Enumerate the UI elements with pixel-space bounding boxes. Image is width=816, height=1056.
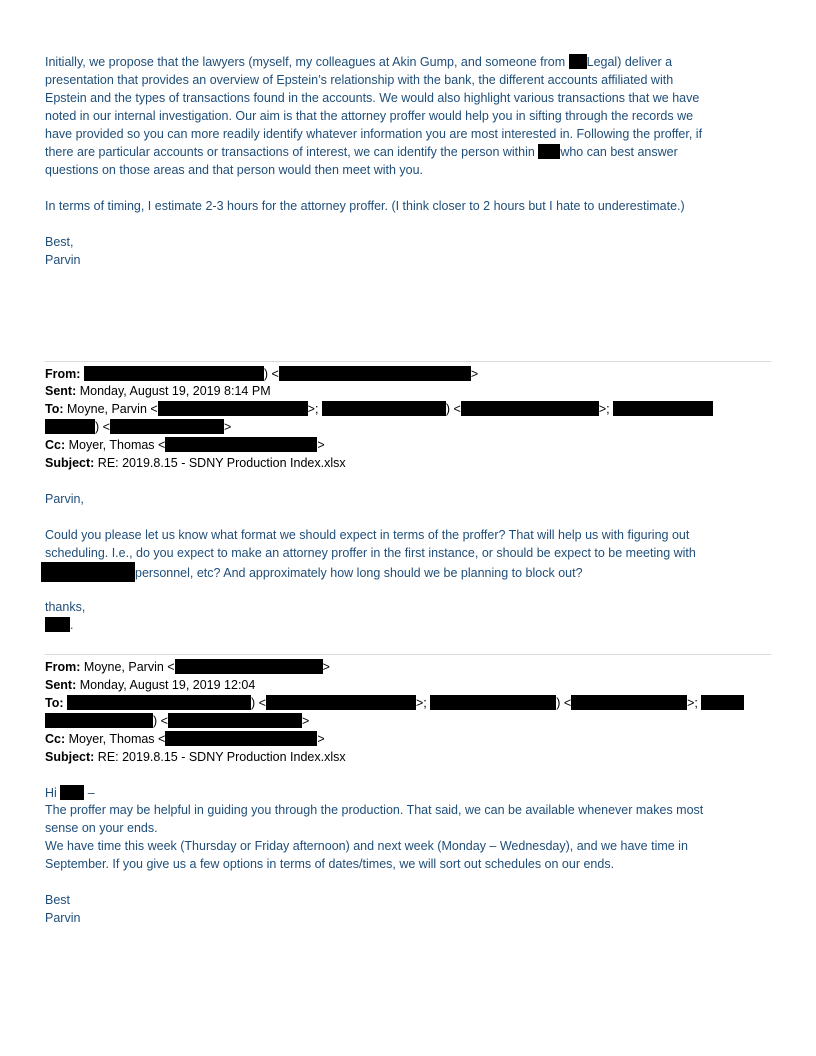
header-subject: Subject: RE: 2019.8.15 - SDNY Production Index.xlsx — [45, 456, 346, 470]
header-to: To: Moyne, Parvin < >; ) < >; — [45, 400, 713, 418]
redaction — [266, 695, 416, 710]
header-subject: Subject: RE: 2019.8.15 - SDNY Production Index.xlsx — [45, 750, 346, 764]
redaction — [322, 401, 446, 416]
header-to: To: ) < >; ) < >; — [45, 694, 744, 712]
body-line: presentation that provides an overview of Epstein’s relationship with the bank, the different accounts affiliated with — [45, 73, 674, 87]
redaction — [110, 419, 224, 434]
redaction — [45, 617, 70, 632]
redaction — [168, 713, 302, 728]
signature-name: Parvin — [45, 911, 81, 925]
redaction — [538, 144, 560, 159]
redaction — [165, 437, 317, 452]
redaction — [461, 401, 599, 416]
redaction — [60, 785, 84, 800]
redaction — [430, 695, 556, 710]
redaction — [165, 731, 317, 746]
header-cc: Cc: Moyer, Thomas < > — [45, 438, 325, 452]
body-line: The proffer may be helpful in guiding you through the production. That said, we can be available whenever makes most — [45, 803, 704, 817]
body-line: Initially, we propose that the lawyers (myself, my colleagues at Akin Gump, and someone from Legal) deliver a — [45, 55, 673, 69]
signoff: Best — [45, 893, 71, 907]
redaction — [84, 366, 264, 381]
signoff: thanks, — [45, 600, 86, 614]
body-line: noted in our internal investigation. Our aim is that the attorney proffer would help you in sifting through the records we — [45, 109, 694, 123]
signature-name: Parvin — [45, 253, 81, 267]
redaction — [613, 401, 713, 416]
signoff: Best, — [45, 235, 74, 249]
body-line: there are particular accounts or transactions of interest, we can identify the person within who can best answer — [45, 145, 678, 159]
greeting: Parvin, — [45, 492, 84, 506]
header-sent: Sent: Monday, August 19, 2019 8:14 PM — [45, 384, 271, 398]
body-line: We have time this week (Thursday or Friday afternoon) and next week (Monday – Wednesday), and we have time in — [45, 839, 688, 853]
redaction — [279, 366, 471, 381]
body-line: personnel, etc? And approximately how long should we be planning to block out? — [41, 562, 583, 582]
redaction — [45, 713, 153, 728]
body-line: Could you please let us know what format we should expect in terms of the proffer? That will help us with figuring out — [45, 528, 690, 542]
body-line: September. If you give us a few options in terms of dates/times, we will sort out schedules on our ends. — [45, 857, 615, 871]
header-to-cont: ) < > — [45, 712, 309, 730]
body-line: scheduling. I.e., do you expect to make an attorney proffer in the first instance, or should be expect to be meeting with — [45, 546, 696, 560]
redaction — [67, 695, 251, 710]
body-line: Epstein and the types of transactions found in the accounts. We would also highlight various transactions that we have — [45, 91, 700, 105]
body-line: have provided so you can more readily identify whatever information you are most interested in. Following the proffer, if — [45, 127, 703, 141]
header-to-cont: ) < > — [45, 418, 231, 436]
divider — [45, 361, 771, 362]
redaction — [571, 695, 687, 710]
header-from: From: ) < > — [45, 367, 479, 381]
redaction — [41, 562, 135, 582]
greeting: Hi – — [45, 786, 95, 800]
redaction — [175, 659, 323, 674]
body-line: questions on those areas and that person would then meet with you. — [45, 163, 424, 177]
header-cc: Cc: Moyer, Thomas < > — [45, 732, 325, 746]
body-line: sense on your ends. — [45, 821, 158, 835]
redaction — [569, 54, 587, 69]
divider — [45, 654, 771, 655]
body-line: In terms of timing, I estimate 2-3 hours for the attorney proffer. (I think closer to 2 hours but I hate to underestimate.) — [45, 199, 685, 213]
redaction — [158, 401, 308, 416]
header-from: From: Moyne, Parvin < > — [45, 660, 330, 674]
redaction — [45, 419, 95, 434]
header-sent: Sent: Monday, August 19, 2019 12:04 — [45, 678, 256, 692]
redaction — [701, 695, 744, 710]
signature-name: . — [45, 616, 73, 634]
